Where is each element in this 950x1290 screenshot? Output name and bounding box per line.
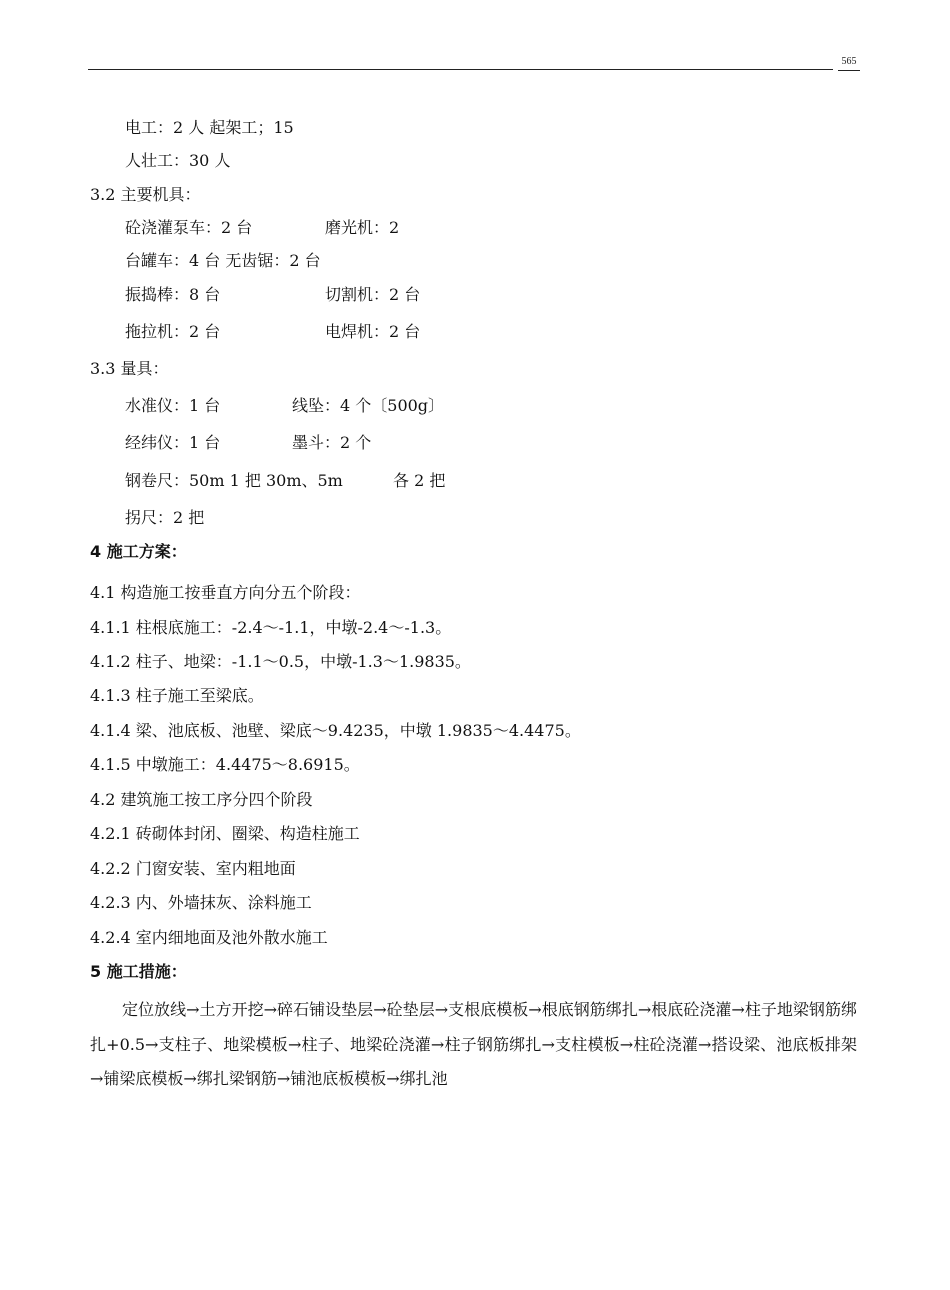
section-4-1-5: 4.1.5 中墩施工：4.4475～8.6915。 [90, 755, 360, 774]
section-4-2-3: 4.2.3 内、外墙抹灰、涂料施工 [90, 893, 312, 912]
process-flow-paragraph: 定位放线→土方开挖→碎石铺设垫层→砼垫层→支根底模板→根底钢筋绑扎→根底砼浇灌→柱子地梁钢筋绑扎+0.5→支柱子、地梁模板→柱子、地梁砼浇灌→柱子钢筋绑扎→支柱模板→柱砼浇灌→搭设梁、池底板排架→铺梁底模板→绑扎梁钢筋→铺池底板模板→绑扎池 [90, 1000, 857, 1088]
section-4-1-1: 4.1.1 柱根底施工：-2.4～-1.1，中墩-2.4～-1.3。 [90, 618, 452, 637]
section-4-1: 4.1 构造施工按垂直方向分五个阶段： [90, 583, 361, 602]
measuring-row-4: 拐尺：2 把 [125, 508, 205, 527]
equipment-row-2: 台罐车：4 台 无齿锯：2 台 [125, 251, 321, 270]
section-4-1-4: 4.1.4 梁、池底板、池壁、梁底～9.4235，中墩 1.9835～4.4475。 [90, 721, 581, 740]
section-3-2-heading: 3.2 主要机具： [90, 185, 201, 204]
page-number: 565 [841, 56, 857, 67]
section-4-heading: 4 施工方案： [90, 542, 187, 561]
header-rule-short [838, 70, 860, 71]
header-rule [88, 69, 833, 70]
section-4-2-2: 4.2.2 门窗安装、室内粗地面 [90, 859, 296, 878]
section-4-2-4: 4.2.4 室内细地面及池外散水施工 [90, 928, 328, 947]
section-3-3-heading: 3.3 量具： [90, 359, 169, 378]
section-4-1-3: 4.1.3 柱子施工至梁底。 [90, 686, 264, 705]
section-5-heading: 5 施工措施： [90, 962, 187, 981]
section-4-1-2: 4.1.2 柱子、地梁：-1.1～0.5，中墩-1.3～1.9835。 [90, 652, 471, 671]
labor-general: 人壮工：30 人 [125, 151, 231, 170]
section-4-2: 4.2 建筑施工按工序分四个阶段 [90, 790, 313, 809]
labor-electrician: 电工：2 人 起架工；15 [125, 118, 294, 137]
section-4-2-1: 4.2.1 砖砌体封闭、圈梁、构造柱施工 [90, 824, 360, 843]
